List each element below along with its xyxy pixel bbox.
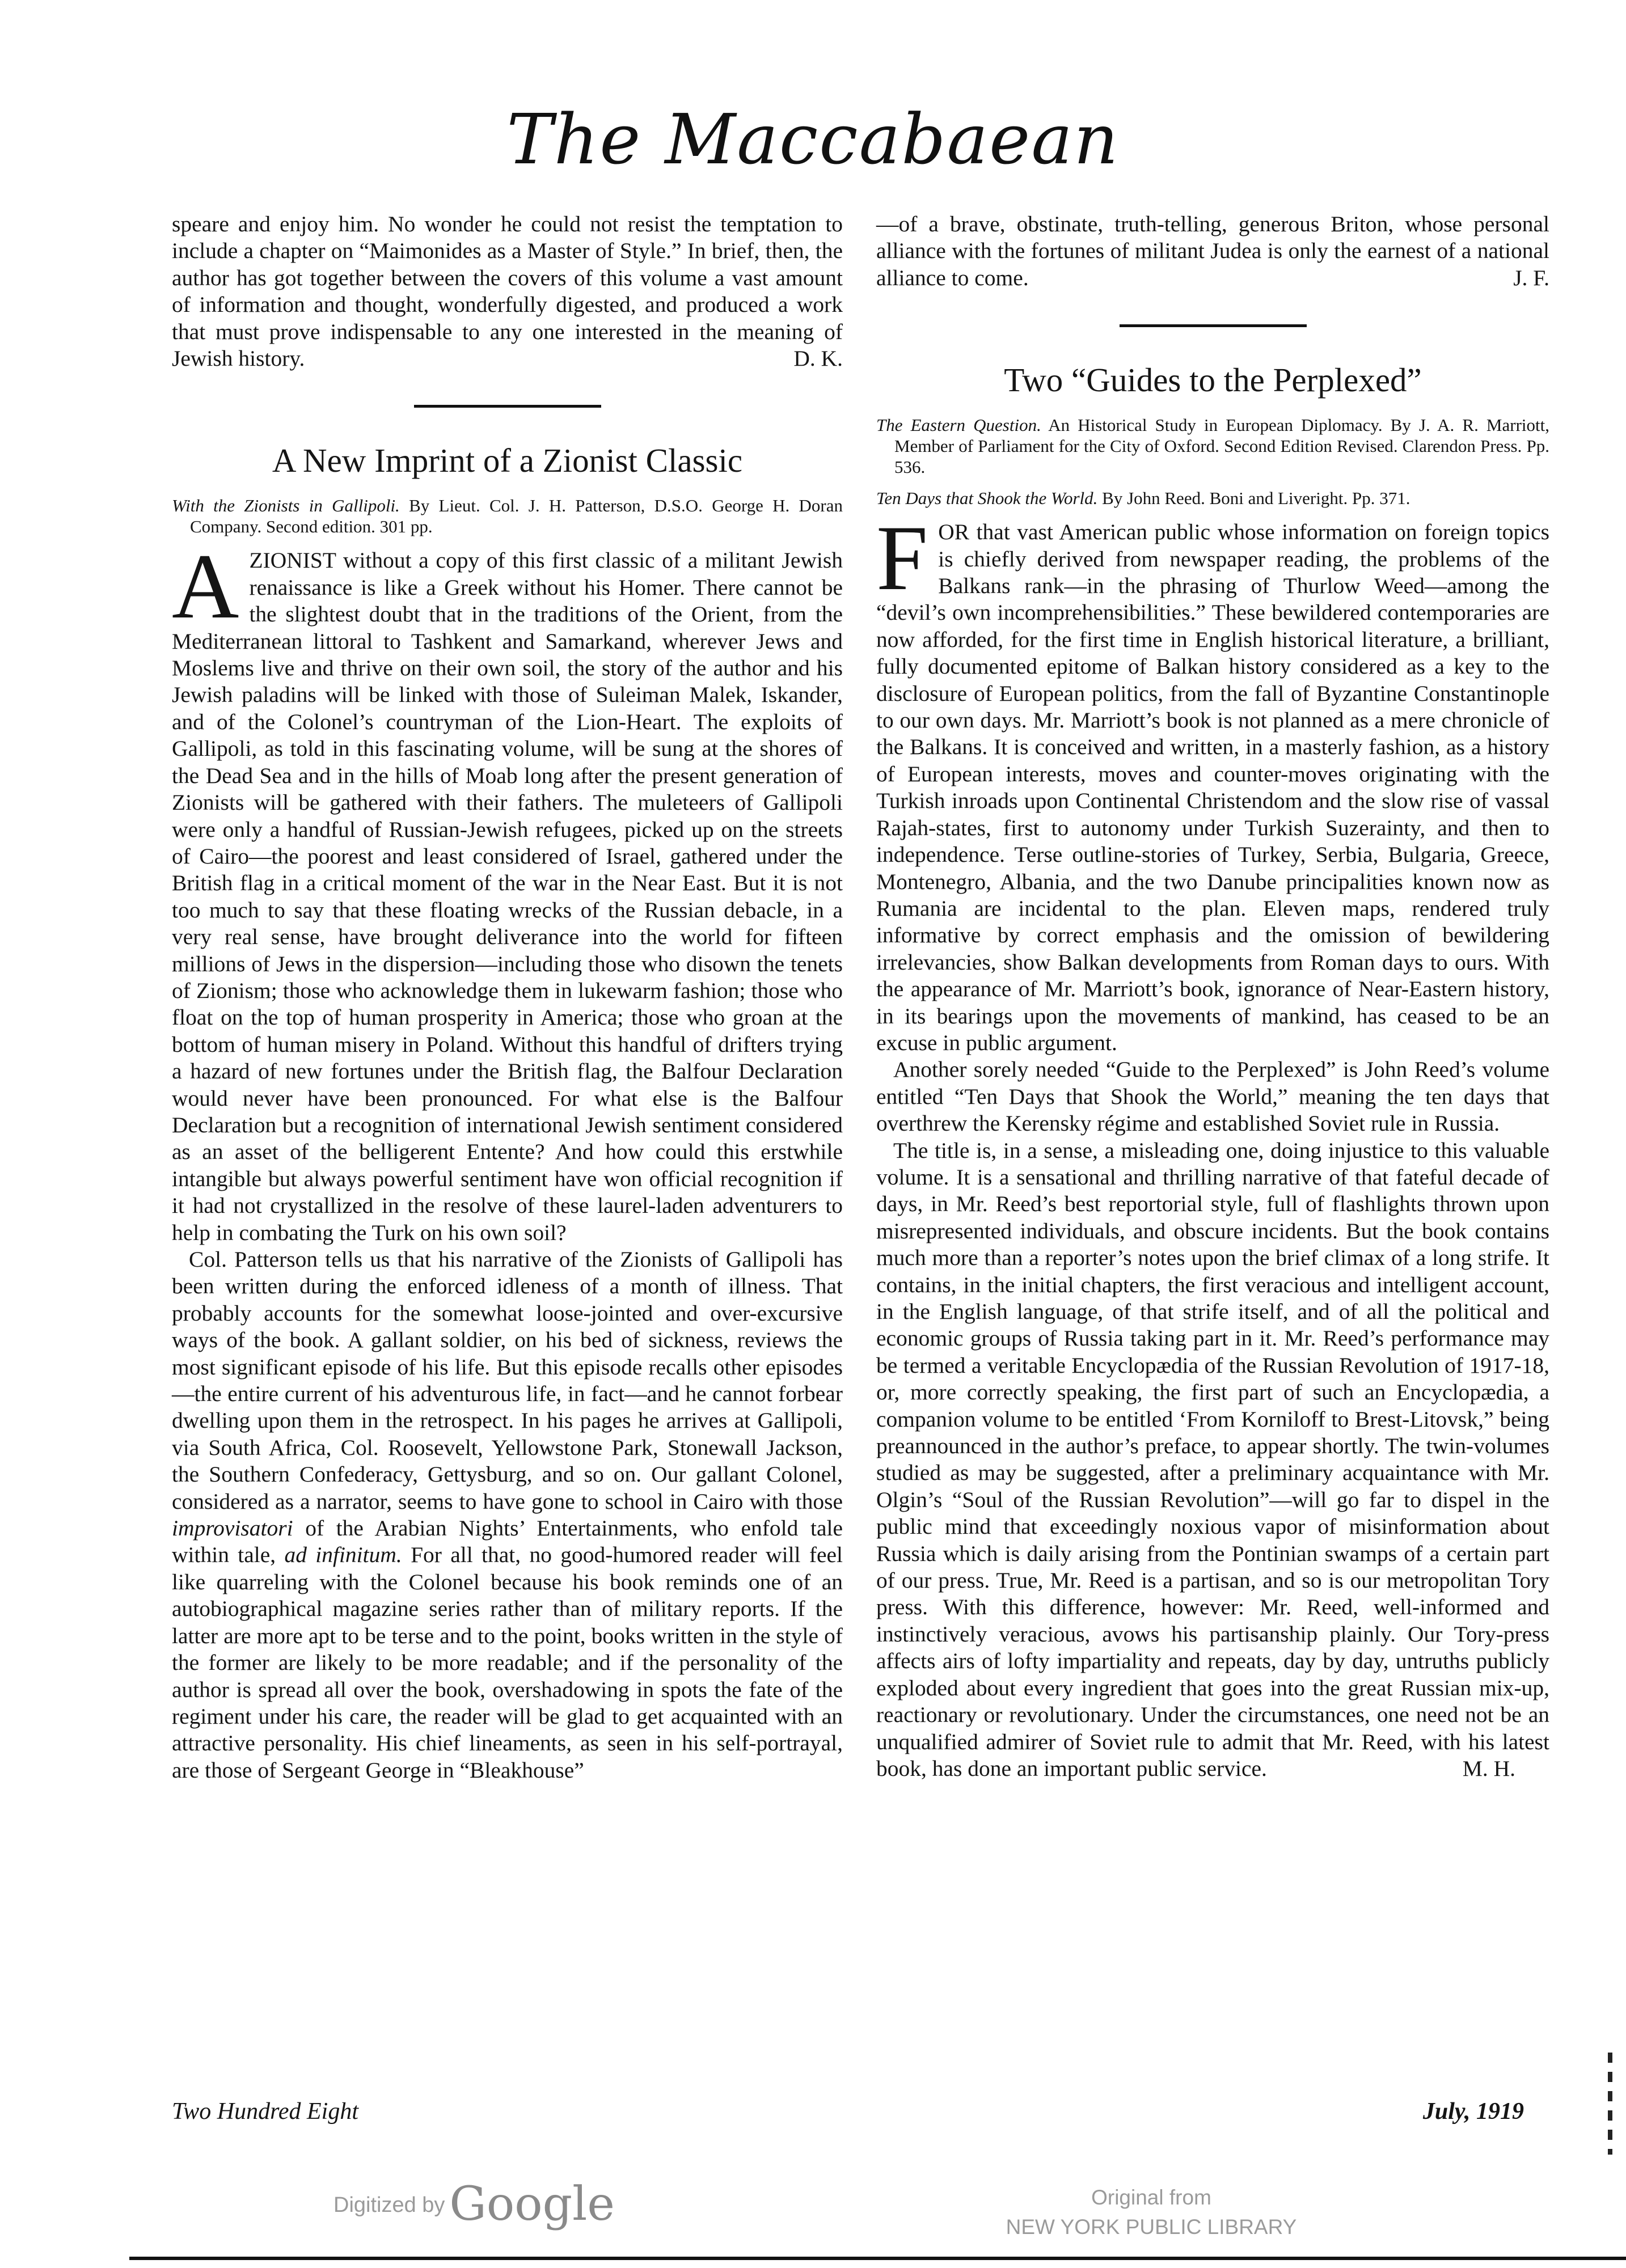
original-from-label: Original from <box>1091 2186 1211 2209</box>
italic-ad-infinitum: ad infinitum. <box>284 1542 402 1568</box>
right-paragraph-1 <box>876 507 1549 1056</box>
book-title-gallipoli: With the Zionists in Gallipoli. <box>172 496 400 516</box>
google-logo: Google <box>449 2177 615 2231</box>
drop-cap-f: F <box>876 507 928 610</box>
right-column <box>876 211 1549 1782</box>
right-paragraph-3 <box>876 1137 1549 1783</box>
right-para1-text: OR that vast American public whose information on foreign topics is chiefly derived from newspaper reading, the problems of the Balkans rank—in the phrasing of Thurlow Weed—among the “devil’s own incomprehensibilities.” These bewildered contemporaries are now afforded, for the first time in English historical literature, a brilliant, fully documented epitome of Balkan history considered as a key to the disclosure of European politics, from the fall of Byzantine Constantinople to our own days. Mr. Marriott’s book is not planned as a mere chronicle of the Balkans. It is conceived and written, in a masterly fashion, as a history of European interests, moves and counter-moves originating with the Turkish inroads upon Continental Christendom and the slow rise of vassal Rajah-states, first to autonomy under Turkish Suzerainty, and then to independence. Terse outline-stories of Turkey, Serbia, Bulgaria, Greece, Montenegro, Albania, and the two Danube principalities known now as Rumania are incidental to the plan. Eleven maps, rendered truly informative by correct emphasis and the omission of bewildering irrelevancies, show Balkan developments from Roman days to ours. With the appearance of Mr. Marriott’s book, ignorance of Near-Eastern history, in its bearings upon the movements of mankind, has ceased to be an excuse in public argument. <box>876 519 1549 1055</box>
article-headline-guides-to-perplexed: Two “Guides to the Perplexed” <box>1004 361 1422 399</box>
book-details-eastern-question: An Historical Study in European Diplomacy. By J. A. R. Marriott, Member of Parliament for the City of Oxford. Second Edition Revised. Clarendon Press. Pp. 536. <box>894 415 1549 477</box>
book-title-ten-days: Ten Days that Shook the World. <box>876 488 1098 509</box>
left-para2-text-c: For all that, no good-humored reader will feel like quarreling with the Colonel because his book reminds one of an autobiographical magazine series rather than of military reports. If the latter are more apt to be terse and to the point, books written in the style of the former are likely to be more readable; and if the personality of the author is spread all over the book, overshadowing in spots the fate of the regiment under his care, the reader will be glad to get acquainted with an attractive personality. His chief lineaments, as seen in his self-portrayal, are those of Sergeant George in “Bleakhouse” <box>172 1542 843 1783</box>
italic-improvisatori: improvisatori <box>172 1516 293 1541</box>
book-details-gallipoli: By Lieut. Col. J. H. Patterson, D.S.O. George H. Doran Company. Second edition. 301 pp. <box>190 496 843 537</box>
book-citation-gallipoli <box>172 495 843 537</box>
article-headline-zionist-classic: A New Imprint of a Zionist Classic <box>272 442 743 480</box>
drop-cap-a: A <box>172 535 239 638</box>
right-continued-paragraph <box>876 211 1549 291</box>
digitized-by-label: Digitized by <box>333 2193 445 2217</box>
digitized-by-watermark <box>333 2177 615 2231</box>
section-divider <box>414 405 601 408</box>
left-para0-text: speare and enjoy him. No wonder he could not resist the temptation to include a chapter on “Maimonides as a Master of Style.” In brief, then, the author has got together between the covers of this volume a vast amount of information and thought, wonderfully digested, and produced a work that must prove indispensable to any one interested in the meaning of Jewish history. <box>172 211 843 371</box>
signature-jf: J. F. <box>1513 265 1549 290</box>
book-citation-ten-days <box>876 488 1549 509</box>
section-divider <box>1120 324 1307 327</box>
left-para1-text: ZIONIST without a copy of this first classic of a militant Jewish renaissance is like a Greek without his Homer. There cannot be the slightest doubt that in the traditions of the Orient, from the Mediterranean littoral to Tashkent and Samarkand, wherever Jews and Moslems live and thrive on their own soil, the story of the author and his Jewish paladins will be linked with those of Suleiman Malek, Iskander, and of the Colonel’s countryman of the Lion-Heart. The exploits of Gallipoli, as told in this fascinating volume, will be sung at the shores of the Dead Sea and in the hills of Moab long after the present generation of Zionists will be gathered with their fathers. The muleteers of Gallipoli were only a handful of Russian-Jewish refugees, picked up on the streets of Cairo—the poorest and least considered of Israel, gathered under the British flag in a critical moment of the war in the Near East. But it is not too much to say that these floating wrecks of the Russian debacle, in a very real sense, have brought deliverance into the world for fifteen millions of Jews in the dispersion—including those who disown the tenets of Zionism; those who acknowledge them in lukewarm fashion; those who float on the top of human prosperity in America; those who groan at the bottom of human misery in Poland. Without this handful of drifters trying a hazard of new fortunes under the British flag, the Balfour Declaration would never have been pronounced. For what else is the Balfour Declaration but a recognition of international Jewish sentiment considered as an asset of the belligerent Entente? And how could this erstwhile intangible but always powerful sentiment have won official recognition if it had not crystallized in the resolve of these laurel-laden adventurers to help in combating the Turk on his own soil? <box>172 548 843 1245</box>
page-number-footer: Two Hundred Eight <box>172 2098 359 2125</box>
book-citation-eastern-question <box>876 414 1549 477</box>
left-para2-text-a: Col. Patterson tells us that his narrative of the Zionists of Gallipoli has been written during the enforced idleness of a month of illness. That probably accounts for the somewhat loose-jointed and over-excursive ways of the book. A gallant soldier, on his bed of sickness, reviews the most significant episode of his life. But this episode recalls other episodes—the entire current of his adventurous life, in fact—and he cannot forbear dwelling upon them in the retrospect. In his pages he arrives at Gallipoli, via South Africa, Col. Roosevelt, Yellowstone Park, Stonewall Jackson, the Southern Confederacy, Gettysburg, and so on. Our gallant Colonel, considered as a narrator, seems to have gone to school in Cairo with those <box>172 1247 843 1514</box>
scan-bottom-edge <box>129 2257 1626 2260</box>
right-para0-text: —of a brave, obstinate, truth-telling, generous Briton, whose personal alliance with the fortunes of militant Judea is only the earnest of a national alliance to come. <box>876 211 1549 290</box>
left-column <box>172 211 843 1784</box>
left-paragraph-2 <box>172 1246 843 1784</box>
signature-mh: M. H. <box>1462 1755 1515 1781</box>
masthead-title: The Maccabaean <box>506 99 1120 180</box>
left-para2-text-b: of the Arabian Nights’ Entertainments, who enfold tale within tale, <box>172 1516 843 1568</box>
left-paragraph-1 <box>172 535 843 1246</box>
signature-dk: D. K. <box>793 346 843 371</box>
issue-date-footer: July, 1919 <box>1422 2098 1524 2125</box>
scan-edge-artifact <box>1608 2053 1612 2155</box>
right-para3-text: The title is, in a sense, a misleading one, doing injustice to this valuable volume. It is a sensational and thrilling narrative of that fateful decade of days, in Mr. Reed’s best reportorial style, full of flashlights thrown upon misrepresented individuals, and obscure incidents. But the book contains much more than a reporter’s notes upon the brief climax of a long strife. It contains, in the initial chapters, the first veracious and intelligent account, in the English language, of that strife itself, and of all the political and economic groups of Russia taking part in it. Mr. Reed’s performance may be termed a veritable Encyclopædia of the Russian Revolution of 1917-18, or, more correctly speaking, the first part of such an Encyclopædia, a companion volume to be entitled ‘From Korniloff to Brest-Litovsk,” being preannounced in the author’s preface, to appear shortly. The twin-volumes studied as may be suggested, after a preliminary acquaintance with Mr. Olgin’s “Soul of the Russian Revolution”—will go far to dispel in the public mind that exceedingly noxious vapor of misinformation about Russia which is daily arising from the Pontinian swamps of a certain part of our press. True, Mr. Reed is a partisan, and so is our metropolitan Tory press. With this difference, however: Mr. Reed, well-informed and instinctively veracious, avows his partisanship plainly. Our Tory-press affects airs of lofty impartiality and repeats, day by day, untruths publicly exploded about every ingredient that goes into the great Russian mix-up, reactionary or revolutionary. Under the circumstances, one need not be an unqualified admirer of Soviet rule to admit that Mr. Reed, with his latest book, has done an important public service. <box>876 1137 1549 1781</box>
left-continued-paragraph <box>172 211 843 372</box>
right-paragraph-2: Another sorely needed “Guide to the Perplexed” is John Reed’s volume entitled “Ten Days that Shook the World,” meaning the ten days that overthrew the Kerensky régime and established Soviet rule in Russia. <box>876 1057 1549 1136</box>
book-title-eastern-question: The Eastern Question. <box>876 415 1041 435</box>
library-name-label: NEW YORK PUBLIC LIBRARY <box>1006 2215 1297 2239</box>
book-details-ten-days: By John Reed. Boni and Liveright. Pp. 371. <box>1102 488 1410 509</box>
library-attribution-watermark <box>975 2183 1327 2242</box>
